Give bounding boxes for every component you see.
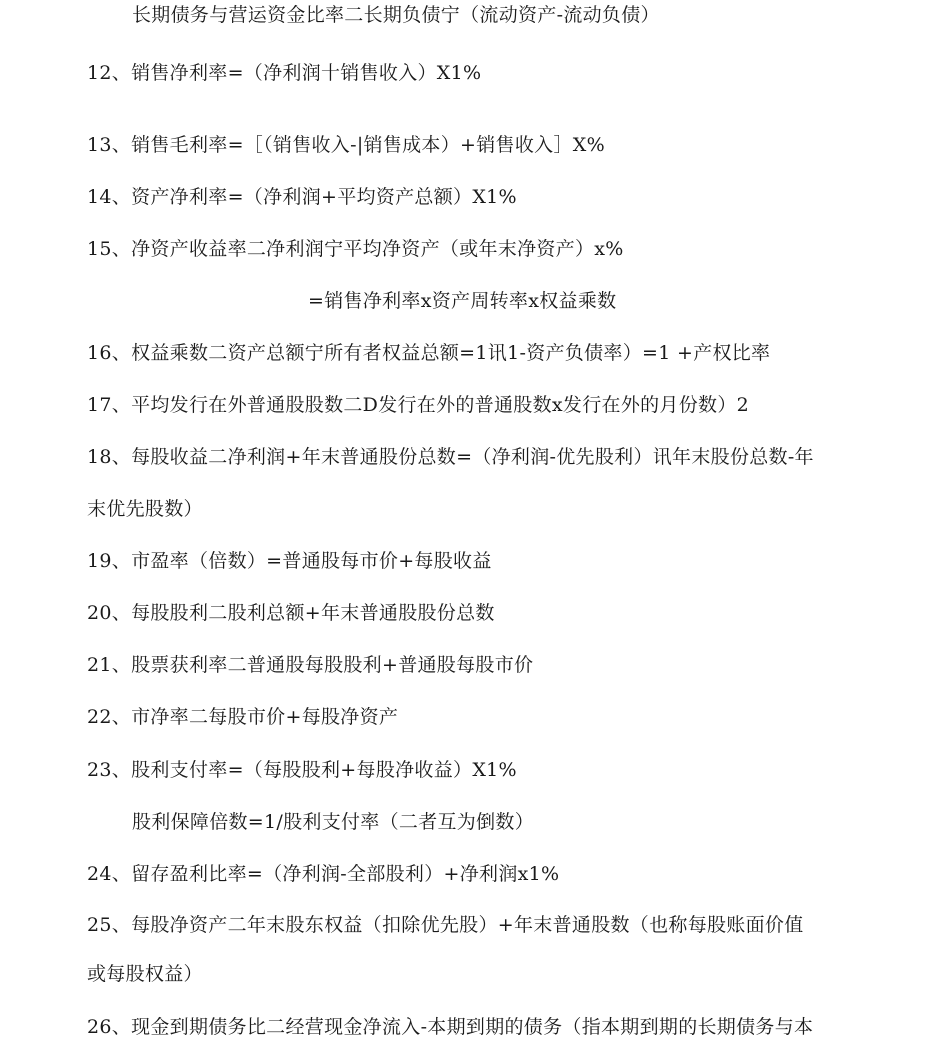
formula-line-23: 23、股利支付率=（每股股利+每股净收益）X1% <box>87 759 517 781</box>
formula-line-14: 14、资产净利率=（净利润+平均资产总额）X1% <box>87 186 517 208</box>
formula-line-16: 16、权益乘数二资产总额宁所有者权益总额=1讯1-资产负债率）=1 +产权比率 <box>87 342 771 364</box>
formula-line-longterm-debt-working-capital: 长期债务与营运资金比率二长期负债宁（流动资产-流动负债） <box>132 4 660 26</box>
formula-line-18: 18、每股收益二净利润+年末普通股份总数=（净利润-优先股利）讯年末股份总数-年 <box>87 446 814 468</box>
formula-line-25-continued: 或每股权益） <box>87 963 203 985</box>
formula-line-18-continued: 末优先股数） <box>87 498 203 520</box>
formula-line-26: 26、现金到期债务比二经营现金净流入-本期到期的债务（指本期到期的长期债务与本 <box>87 1016 814 1038</box>
formula-line-15: 15、净资产收益率二净利润宁平均净资产（或年末净资产）x% <box>87 238 624 260</box>
formula-line-13: 13、销售毛利率=［（销售收入-|销售成本）+销售收入］X% <box>87 134 605 156</box>
formula-line-19: 19、市盈率（倍数）=普通股每市价+每股收益 <box>87 550 492 572</box>
formula-line-22: 22、市净率二每股市价+每股净资产 <box>87 706 399 728</box>
formula-line-25: 25、每股净资产二年末股东权益（扣除优先股）+年末普通股数（也称每股账面价值 <box>87 914 804 936</box>
formula-line-12: 12、销售净利率=（净利润十销售收入）X1% <box>87 62 482 84</box>
formula-line-20: 20、每股股利二股利总额+年末普通股股份总数 <box>87 602 495 624</box>
formula-line-24: 24、留存盈利比率=（净利润-全部股利）+净利润x1% <box>87 863 560 885</box>
formula-line-15-continued: =销售净利率x资产周转率x权益乘数 <box>308 290 617 312</box>
formula-line-dividend-coverage: 股利保障倍数=1/股利支付率（二者互为倒数） <box>132 811 535 833</box>
formula-line-17: 17、平均发行在外普通股股数二D发行在外的普通股数x发行在外的月份数）2 <box>87 394 750 416</box>
formula-line-21: 21、股票获利率二普通股每股股利+普通股每股市价 <box>87 654 534 676</box>
